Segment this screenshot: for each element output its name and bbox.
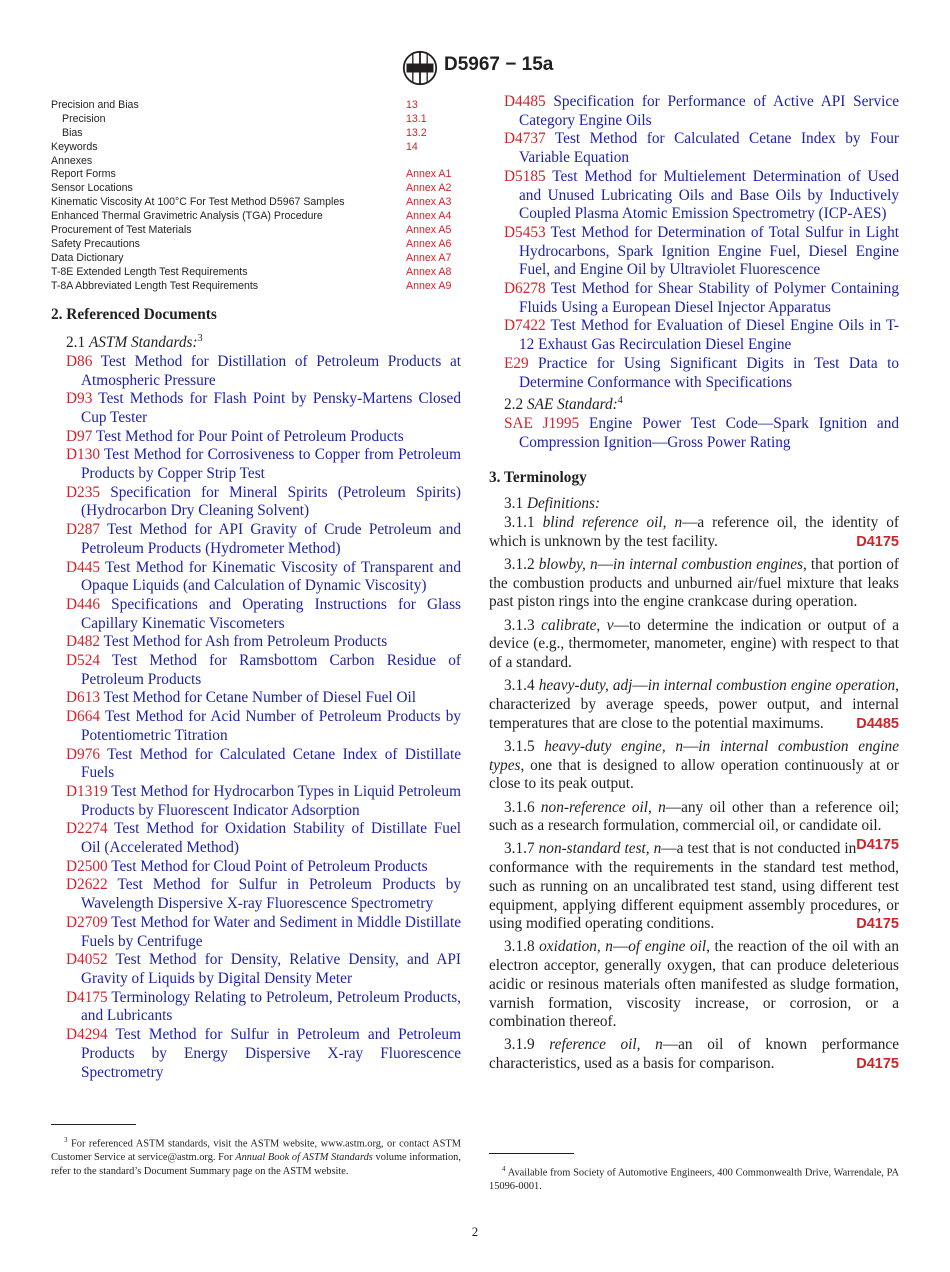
definition-source-tag[interactable]: D4175 (856, 916, 899, 933)
reference-entry (51, 390, 461, 427)
reference-title-link[interactable]: Test Method for Ash from Petroleum Products (103, 633, 388, 651)
definition-term: non-reference oil, n (540, 798, 666, 816)
definition-context: of engine oil (628, 938, 707, 956)
reference-code-link[interactable]: D976 (66, 745, 100, 763)
definition-entry: 3.1.9 reference oil, n—an oil of known performance characteristics, used as a basis for comparison. D4175 (489, 1036, 900, 1073)
document-id: D5967 − 15a (444, 54, 554, 75)
reference-entry (489, 280, 899, 317)
toc-reference-link[interactable]: Annex A2 (406, 182, 452, 195)
reference-entry (51, 858, 461, 877)
definition-entry: 3.1.8 oxidation, n—of engine oil, the reaction of the oil with an electron acceptor, generally oxygen, that can produce deleterious acidic or resinous materials often manifested as sludge formation, varnish formation, viscosity increase, or corrosion, or a combination thereof. (489, 938, 899, 1031)
reference-code-link[interactable]: D1319 (66, 782, 108, 800)
definition-body: a reference oil, the identity of which is unknown by the test facility. (489, 514, 900, 550)
toc-reference-link[interactable]: 14 (406, 140, 418, 153)
reference-title-link[interactable]: Test Method for Multielement Determination of Used and Unused Lubricating Oils and Base Oils by Inductively Coupled Plasma Atomic Emission Spectrometry (ICP-AES) (519, 167, 899, 223)
reference-code-link[interactable]: D2274 (66, 820, 108, 838)
toc-reference-link[interactable]: 13 (406, 99, 418, 111)
definition-entry: 3.1.3 calibrate, v—to determine the indication or output of a device (e.g., thermometer, manometer, engine) with respect to that of a standard. (489, 616, 900, 672)
reference-entry (51, 484, 461, 521)
sae-reference-list (489, 415, 899, 452)
reference-title-link[interactable]: Test Method for Sulfur in Petroleum and Petroleum Products by Energy Dispersive X-ray Fluorescence Spectrometry (81, 1026, 461, 1081)
toc-reference-link[interactable]: Annex A5 (406, 224, 452, 237)
toc-label: Precision (62, 112, 106, 125)
definitions-subheading (489, 495, 899, 514)
reference-code-link[interactable]: D130 (66, 446, 100, 464)
reference-code-link[interactable]: D2622 (66, 876, 108, 894)
reference-entry (51, 914, 461, 951)
reference-entry (51, 652, 461, 689)
subsection-number: 3.1 (504, 495, 524, 513)
definition-number: 3.1.8 (504, 938, 535, 956)
subsection-number: 2.2 (504, 396, 524, 414)
left-column (51, 305, 461, 1082)
reference-entry (51, 446, 461, 483)
toc-row (51, 182, 461, 196)
reference-code-link[interactable]: D664 (66, 708, 100, 726)
toc-reference-link[interactable]: 13.1 (406, 112, 427, 125)
reference-title-link[interactable]: Terminology Relating to Petroleum, Petroleum Products, and Lubricants (81, 988, 461, 1025)
toc-row (51, 141, 461, 155)
reference-entry (489, 130, 899, 167)
reference-entry (489, 415, 899, 452)
reference-title-link[interactable]: Test Method for Calculated Cetane Index by Four Variable Equation (519, 130, 899, 167)
toc-label: T-8A Abbreviated Length Test Requirements (51, 279, 259, 292)
definition-body: to determine the indication or output of a device (e.g., thermometer, manometer, engine) with respect to that of a standard. (489, 616, 900, 672)
definition-body: , the reaction of the oil with an electron acceptor, generally oxygen, that can produce deleterious acidic or resinous materials often manifested as sludge formation, varnish formation, viscosity increase, or corrosion, or a combination thereof. (489, 938, 899, 1031)
reference-title-link[interactable]: Specifications and Operating Instructions for Glass Capillary Kinematic Viscometers (81, 595, 461, 632)
toc-label: Kinematic Viscosity At 100°C For Test Method D5967 Samples (51, 196, 345, 209)
reference-code-link[interactable]: D86 (66, 352, 93, 370)
reference-code-link[interactable]: D5185 (504, 167, 546, 185)
definition-term: non-standard test, n (538, 840, 662, 858)
definition-number: 3.1.4 (504, 677, 535, 695)
reference-code-link[interactable]: D93 (66, 390, 93, 408)
reference-entry (489, 93, 899, 130)
definition-number: 3.1.5 (504, 737, 535, 755)
reference-entry (489, 224, 899, 280)
reference-code-link[interactable]: D4485 (504, 93, 546, 110)
reference-title-link[interactable]: Test Method for Calculated Cetane Index of Distillate Fuels (81, 745, 461, 782)
toc-row (51, 99, 461, 113)
definition-term: calibrate, v (541, 616, 614, 634)
toc-reference-link[interactable]: Annex A8 (406, 265, 452, 278)
definition-entry: 3.1.1 blind reference oil, n—a reference oil, the identity of which is unknown by the test facility. D4175 (489, 514, 900, 550)
reference-title-link[interactable]: Test Method for Density, Relative Density, and API Gravity of Liquids by Digital Density Meter (81, 951, 461, 987)
reference-entry (51, 746, 461, 783)
toc-reference-link[interactable]: Annex A3 (406, 196, 452, 209)
toc-label: Enhanced Thermal Gravimetric Analysis (TGA) Procedure (51, 210, 323, 223)
definition-body: , one that is designed to allow operation continuously at or close to its peak output. (489, 756, 899, 793)
definition-body: , that portion of the combustion products and unburned air/fuel mixture that leaks past piston rings into the engine crankcase during operation. (489, 556, 899, 611)
table-of-contents (51, 99, 461, 293)
reference-code-link[interactable]: E29 (504, 354, 529, 372)
footnote-4 (489, 1163, 899, 1194)
toc-label: Procurement of Test Materials (51, 224, 192, 237)
reference-code-link[interactable]: D482 (66, 633, 100, 651)
reference-code-link[interactable]: D235 (66, 483, 100, 501)
reference-code-link[interactable]: D445 (66, 558, 100, 576)
reference-entry (51, 708, 461, 745)
definition-number: 3.1.9 (504, 1036, 535, 1054)
reference-code-link[interactable]: D6278 (504, 280, 546, 298)
page-header (0, 48, 950, 88)
reference-entry (51, 353, 461, 390)
definition-number: 3.1.2 (504, 556, 535, 574)
reference-code-link[interactable]: D4294 (66, 1026, 108, 1044)
reference-title-link[interactable]: Test Method for Ramsbottom Carbon Residue of Petroleum Products (81, 652, 461, 688)
reference-entry (51, 820, 461, 857)
definition-context: in internal combustion engine operation (647, 677, 896, 695)
subsection-label: ASTM Standards: (88, 334, 198, 352)
footnote-3 (51, 1134, 461, 1178)
definition-term: blind reference oil, n (542, 514, 683, 532)
definition-term: heavy-duty, adj (538, 677, 633, 695)
toc-label: Annexes (51, 154, 93, 167)
reference-title-link[interactable]: Specification for Mineral Spirits (Petroleum Spirits) (Hydrocarbon Dry Cleaning Solvent) (81, 483, 461, 520)
page-number: 2 (471, 1224, 479, 1239)
reference-entry (51, 428, 461, 447)
reference-entry (51, 521, 461, 558)
definition-body: a test that is not conducted in conformance with the requirements in the standard test method, such as running on an uncalibrated test stand, using different test equipment, applying different equipment assembly procedures, or using modified operating conditions. (489, 840, 899, 933)
reference-entry (51, 876, 461, 913)
reference-code-link[interactable]: D4737 (504, 130, 546, 148)
definition-body: an oil of known performance characteristics, used as a basis for comparison. (489, 1036, 900, 1073)
toc-reference-link[interactable]: Annex A4 (406, 210, 452, 223)
reference-code-link[interactable]: D5453 (504, 223, 546, 241)
reference-title-link[interactable]: Test Method for Corrosiveness to Copper from Petroleum Products by Copper Strip Test (81, 446, 461, 483)
sae-standard-subheading (489, 392, 899, 415)
footnote-marker: 3 (64, 1136, 68, 1144)
definition-entry: 3.1.2 blowby, n—in internal combustion engines, that portion of the combustion products and unburned air/fuel mixture that leaks past piston rings into the engine crankcase during operation. (489, 556, 899, 611)
footnote-marker: 4 (617, 395, 623, 407)
reference-title-link[interactable]: Specification for Performance of Active API Service Category Engine Oils (519, 93, 899, 129)
reference-entry (489, 355, 899, 392)
toc-reference-link[interactable]: Annex A9 (406, 279, 452, 292)
reference-title-link[interactable]: Test Method for Hydrocarbon Types in Liquid Petroleum Products by Fluorescent Indicator Adsorption (81, 782, 461, 819)
reference-entry (51, 1026, 461, 1082)
astm-standards-subheading (51, 330, 461, 353)
reference-entry (51, 951, 461, 988)
toc-row (51, 280, 461, 294)
toc-label: Data Dictionary (51, 251, 124, 264)
reference-title-link[interactable]: Test Method for API Gravity of Crude Petroleum and Petroleum Products (Hydrometer Method) (81, 521, 461, 557)
definition-term: oxidation, n (539, 938, 613, 956)
footnote-italic-text: Annual Book of ASTM Standards (235, 1152, 373, 1164)
toc-label: T-8E Extended Length Test Requirements (51, 265, 248, 278)
footnote-marker: 3 (197, 333, 203, 344)
definition-term: heavy-duty engine, n (544, 737, 683, 755)
definition-term: blowby, n (538, 556, 598, 574)
reference-code-link[interactable]: D287 (66, 521, 100, 539)
toc-row (51, 238, 461, 252)
section-2-heading: 2. Referenced Documents (51, 306, 217, 323)
toc-row (51, 224, 461, 238)
astm-reference-list-continued (489, 93, 899, 392)
reference-code-link[interactable]: D4175 (66, 988, 108, 1006)
reference-code-link[interactable]: SAE J1995 (504, 415, 580, 433)
definition-source-tag[interactable]: D4175 (856, 533, 899, 550)
reference-code-link[interactable]: D7422 (504, 317, 546, 335)
definition-entry: 3.1.7 non-standard test, n—a test that is not conducted in conformance with the requirements in the standard test method, such as running on an uncalibrated test stand, using different test equipment, applying different equipment assembly procedures, or using modified operating conditions. D4175 (489, 840, 899, 933)
reference-title-link[interactable]: Test Method for Pour Point of Petroleum Products (95, 427, 404, 445)
reference-title-link[interactable]: Test Method for Distillation of Petroleum Products at Atmospheric Pressure (81, 352, 461, 389)
toc-reference-link[interactable]: Annex A7 (406, 251, 452, 264)
footnote-marker: 4 (502, 1165, 506, 1173)
toc-reference-link[interactable]: Annex A1 (406, 168, 452, 181)
definition-source-tag[interactable]: D4485 (856, 715, 899, 732)
reference-title-link[interactable]: Test Methods for Flash Point by Pensky-Martens Closed Cup Tester (81, 390, 461, 426)
definition-number: 3.1.3 (504, 616, 535, 634)
toc-label: Report Forms (51, 168, 116, 181)
toc-row (51, 155, 461, 169)
astm-reference-list (51, 353, 461, 1082)
reference-title-link[interactable]: Practice for Using Significant Digits in Test Data to Determine Conformance with Specifications (519, 354, 899, 391)
reference-title-link[interactable]: Test Method for Cloud Point of Petroleum Products (111, 857, 428, 875)
reference-entry (51, 559, 461, 596)
reference-code-link[interactable]: D613 (66, 689, 100, 707)
definition-entry: 3.1.5 heavy-duty engine, n—in internal combustion engine types, one that is designed to allow operation continuously at or close to its peak output. (489, 737, 899, 793)
subsection-number: 2.1 (66, 334, 86, 352)
subsection-label: SAE Standard: (526, 396, 618, 414)
reference-entry (51, 596, 461, 633)
toc-reference-link[interactable]: Annex A6 (406, 237, 452, 250)
subsection-label: Definitions: (526, 495, 601, 513)
reference-title-link[interactable]: Test Method for Acid Number of Petroleum Products by Potentiometric Titration (81, 708, 461, 744)
reference-code-link[interactable]: D524 (66, 652, 100, 670)
definition-number: 3.1.1 (504, 514, 535, 532)
reference-title-link[interactable]: Test Method for Oxidation Stability of Distillate Fuel Oil (Accelerated Method) (81, 820, 461, 857)
definition-source-tag[interactable]: D4175 (856, 836, 899, 853)
footnote-text: For referenced ASTM standards, visit the ASTM website, www.astm.org, or contact ASTM Customer Service at service@astm.org. For (51, 1138, 461, 1164)
toc-row (51, 210, 461, 224)
footnote-rule (51, 1124, 136, 1125)
definition-body: , characterized by average speeds, power output, and internal temperatures that are close to the potential maximums. (489, 677, 899, 732)
toc-reference-link[interactable]: 13.2 (406, 126, 427, 139)
toc-label: Keywords (51, 140, 98, 153)
toc-row (51, 127, 461, 141)
reference-entry (51, 989, 461, 1026)
definition-context: in internal combustion engines (612, 556, 803, 574)
toc-row (51, 196, 461, 210)
reference-entry (489, 317, 899, 354)
toc-label: Bias (62, 126, 83, 139)
toc-label: Safety Precautions (51, 237, 140, 250)
definition-context: in internal combustion engine types (489, 737, 899, 774)
definition-entry: 3.1.4 heavy-duty, adj—in internal combustion engine operation, characterized by average speeds, power output, and internal temperatures that are close to the potential maximums. D4485 (489, 677, 899, 732)
footnote-text: volume information, refer to the standard’s Document Summary page on the ASTM website. (51, 1152, 461, 1177)
section-3-heading: 3. Terminology (489, 469, 587, 487)
reference-title-link[interactable]: Test Method for Sulfur in Petroleum Products by Wavelength Dispersive X-ray Fluorescence Spectrometry (81, 876, 461, 913)
reference-code-link[interactable]: D2709 (66, 913, 108, 931)
definitions-list (489, 514, 899, 1074)
reference-code-link[interactable]: D2500 (66, 857, 108, 875)
reference-title-link[interactable]: Engine Power Test Code—Spark Ignition and Compression Ignition—Gross Power Rating (519, 415, 899, 451)
reference-title-link[interactable]: Test Method for Kinematic Viscosity of Transparent and Opaque Liquids (and Calculation of Dynamic Viscosity) (81, 558, 461, 595)
definition-body: any oil other than a reference oil; such as a research formulation, commercial oil, or candidate oil. (489, 798, 899, 835)
astm-logo-icon (402, 50, 438, 86)
reference-entry (489, 168, 899, 224)
reference-entry (51, 633, 461, 652)
definition-term: reference oil, n (549, 1036, 663, 1054)
definition-number: 3.1.7 (504, 840, 535, 858)
toc-label: Sensor Locations (51, 182, 133, 195)
reference-entry (51, 783, 461, 820)
reference-entry (51, 689, 461, 708)
toc-row (51, 168, 461, 182)
reference-title-link[interactable]: Test Method for Determination of Total Sulfur in Light Hydrocarbons, Spark Ignition Engine Fuel, Diesel Engine Fuel, and Engine Oil by Ultraviolet Fluorescence (519, 223, 899, 279)
footnote-rule (489, 1153, 574, 1154)
reference-title-link[interactable]: Test Method for Water and Sediment in Middle Distillate Fuels by Centrifuge (81, 913, 461, 950)
definition-number: 3.1.6 (504, 798, 535, 816)
reference-code-link[interactable]: D97 (66, 427, 93, 445)
toc-row (51, 113, 461, 127)
definition-source-tag[interactable]: D4175 (856, 1056, 899, 1073)
right-column (489, 93, 899, 1078)
reference-title-link[interactable]: Test Method for Cetane Number of Diesel Fuel Oil (103, 689, 417, 707)
footnote-text: Available from Society of Automotive Engineers, 400 Commonwealth Drive, Warrendale, PA 15096-0001. (489, 1167, 899, 1193)
toc-row (51, 252, 461, 266)
toc-row (51, 266, 461, 280)
reference-title-link[interactable]: Test Method for Shear Stability of Polymer Containing Fluids Using a European Diesel Injector Apparatus (519, 280, 899, 316)
reference-title-link[interactable]: Test Method for Evaluation of Diesel Engine Oils in T-12 Exhaust Gas Recirculation Diesel Engine (519, 317, 899, 354)
reference-code-link[interactable]: D4052 (66, 951, 108, 969)
toc-label: Precision and Bias (51, 99, 139, 111)
definition-entry: 3.1.6 non-reference oil, n—any oil other than a reference oil; such as a research formulation, commercial oil, or candidate oil. D4175 (489, 798, 899, 853)
reference-code-link[interactable]: D446 (66, 595, 100, 613)
